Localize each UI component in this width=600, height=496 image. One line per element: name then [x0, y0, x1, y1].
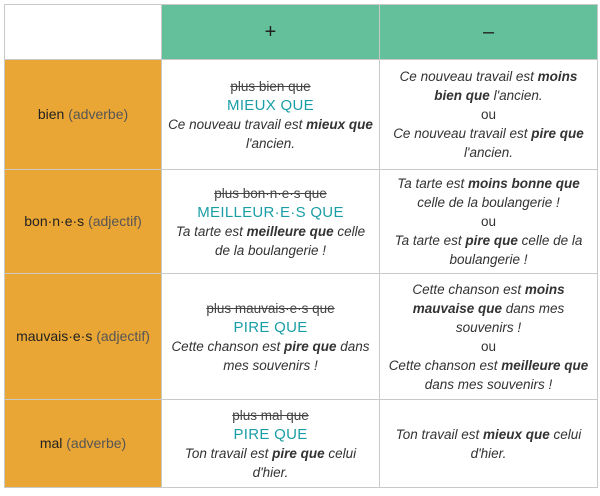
header-plus: + — [162, 5, 380, 60]
or-separator: ou — [480, 214, 497, 229]
comparatives-table — [4, 4, 598, 488]
row-head-bien — [5, 60, 162, 170]
correct-form: MIEUX QUE — [227, 96, 314, 114]
row-category: (adjectif) — [96, 328, 150, 344]
example-sentence: Ton travail est mieux que celui d'hier. — [395, 426, 582, 461]
header-minus: – — [380, 5, 598, 60]
plus-cell-bon — [162, 170, 380, 274]
example-sentence: Cette chanson est meilleure que dans mes souvenirs ! — [388, 357, 589, 392]
struck-form: plus bon·n·e·s que — [214, 185, 327, 201]
example-sentence: Cette chanson est moins mauvaise que dans mes souvenirs ! — [412, 281, 565, 335]
example-sentence: Ton travail est pire que celui d'hier. — [184, 445, 357, 480]
example-sentence: Cette chanson est pire que dans mes souvenirs ! — [171, 338, 370, 373]
row-word: mauvais·e·s — [16, 328, 93, 344]
row-category: (adverbe) — [66, 435, 127, 451]
or-separator: ou — [480, 107, 497, 122]
correct-form: PIRE QUE — [233, 425, 308, 443]
minus-cell-mal — [380, 400, 598, 488]
example-sentence: Ce nouveau travail est moins bien que l'ancien. — [399, 69, 578, 103]
row-head-mal — [5, 400, 162, 488]
correct-form: MEILLEUR·E·S QUE — [197, 203, 344, 221]
correct-form: PIRE QUE — [233, 318, 308, 336]
plus-cell-mal — [162, 400, 380, 488]
struck-form: plus bien que — [230, 78, 311, 94]
row-word: bon·n·e·s — [24, 213, 85, 229]
plus-cell-bien — [162, 60, 380, 170]
example-sentence: Ce nouveau travail est pire que l'ancien. — [393, 126, 584, 160]
example-sentence: Ta tarte est moins bonne que celle de la boulangerie ! — [397, 176, 580, 210]
example-sentence: Ta tarte est meilleure que celle de la boulangerie ! — [175, 223, 366, 258]
struck-form: plus mauvais·e·s que — [206, 300, 335, 316]
minus-cell-bon — [380, 170, 598, 274]
or-separator: ou — [480, 338, 497, 354]
row-head-mauvais — [5, 274, 162, 400]
plus-cell-mauvais — [162, 274, 380, 400]
row-category: (adverbe) — [68, 106, 129, 122]
row-word: bien — [37, 106, 65, 122]
minus-cell-mauvais — [380, 274, 598, 400]
row-word: mal — [39, 435, 63, 451]
row-category: (adjectif) — [88, 213, 142, 229]
minus-cell-bien — [380, 60, 598, 170]
row-head-bon — [5, 170, 162, 274]
corner-cell — [5, 5, 162, 60]
example-sentence: Ce nouveau travail est mieux que l'ancien. — [168, 116, 373, 151]
struck-form: plus mal que — [232, 407, 309, 423]
example-sentence: Ta tarte est pire que celle de la boulangerie ! — [394, 233, 583, 267]
